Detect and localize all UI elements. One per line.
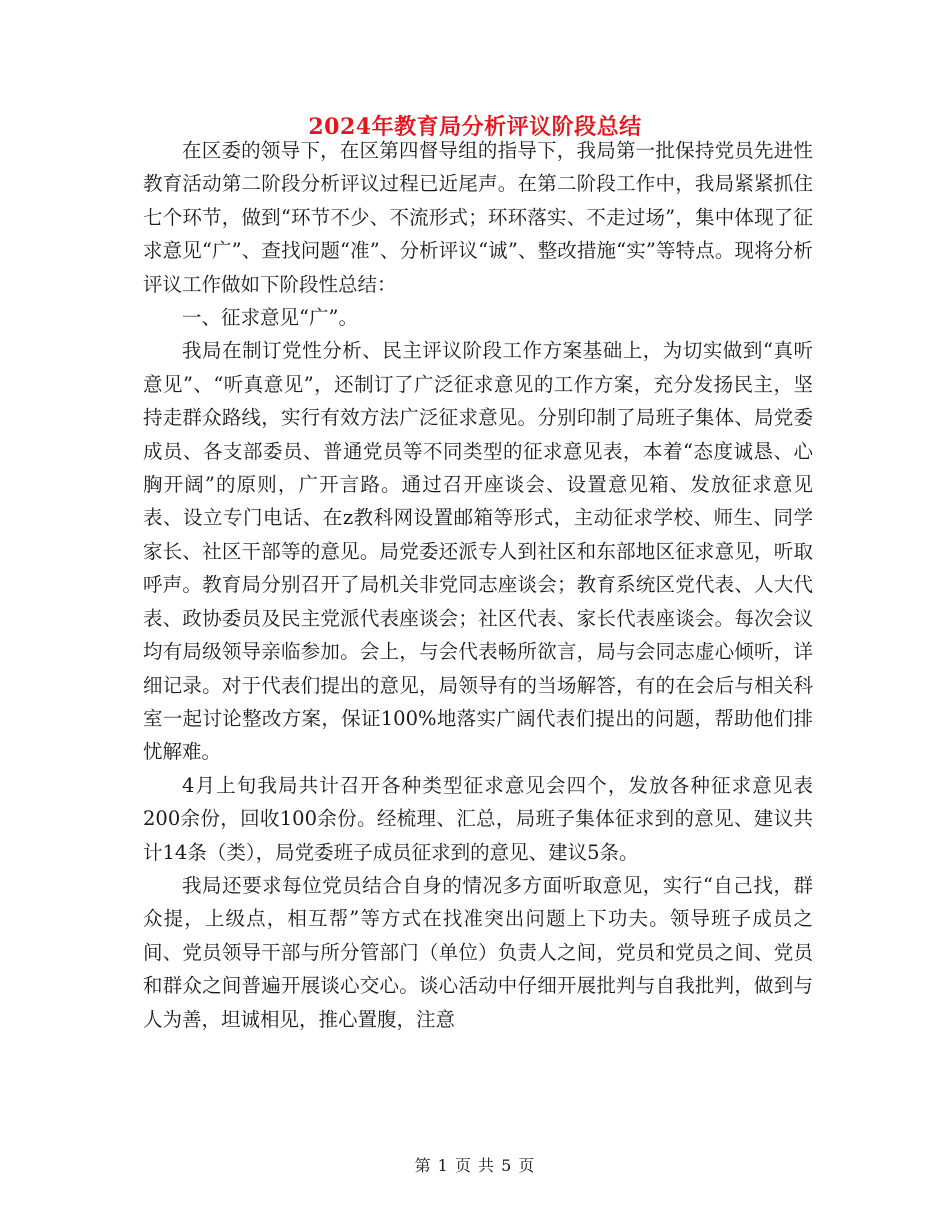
body-paragraph: 我局还要求每位党员结合自身的情况多方面听取意见，实行“自己找，群众提，上级点，相互帮”等方式在找准突出问题上下功夫。领导班子成员之间、党员领导干部与所分管部门（单位）负责人之间，党员和党员之间、党员和群众之间普遍开展谈心交心。谈心活动中仔细开展批判与自我批判，做到与人为善，坦诚相见，推心置腹，注意: [143, 873, 813, 1031]
section-heading: 一、征求意见“广”。: [182, 306, 358, 330]
document-title: 2024年教育局分析评议阶段总结: [308, 114, 642, 140]
body-paragraph: 我局在制订党性分析、民主评议阶段工作方案基础上，为切实做到“真听意见”、“听真意见”，还制订了广泛征求意见的工作方案，充分发扬民主，坚持走群众路线，实行有效方法广泛征求意见。分别印制了局班子集体、局党委成员、各支部委员、普通党员等不同类型的征求意见表，本着“态度诚恳、心胸开阔”的原则，广开言路。通过召开座谈会、设置意见箱、发放征求意见表、设立专门电话、在z教科网设置邮箱等形式，主动征求学校、师生、同学家长、社区干部等的意见。局党委还派专人到社区和东部地区征求意见，听取呼声。教育局分别召开了局机关非党同志座谈会；教育系统区党代表、人大代表、政协委员及民主党派代表座谈会；社区代表、家长代表座谈会。每次会议均有局级领导亲临参加。会上，与会代表畅所欲言，局与会同志虚心倾听，详细记录。对于代表们提出的意见，局领导有的当场解答，有的在会后与相关科室一起讨论整改方案，保证100%地落实广阔代表们提出的问题，帮助他们排忧解难。: [143, 339, 813, 764]
document-body: [143, 134, 813, 1036]
page-footer: 第 1 页 共 5 页: [414, 1156, 536, 1175]
body-paragraph: 在区委的领导下，在区第四督导组的指导下，我局第一批保持党员先进性教育活动第二阶段分析评议过程已近尾声。在第二阶段工作中，我局紧紧抓住七个环节，做到“环节不少、不流形式；环环落实、不走过场”，集中体现了征求意见“广”、查找问题“准”、分析评议“诚”、整改措施“实”等特点。现将分析评议工作做如下阶段性总结：: [143, 139, 813, 296]
body-paragraph: 4月上旬我局共计召开各种类型征求意见会四个，发放各种征求意见表200余份，回收100余份。经梳理、汇总，局班子集体征求到的意见、建议共计14条（类），局党委班子成员征求到的意见、建议5条。: [143, 773, 813, 864]
